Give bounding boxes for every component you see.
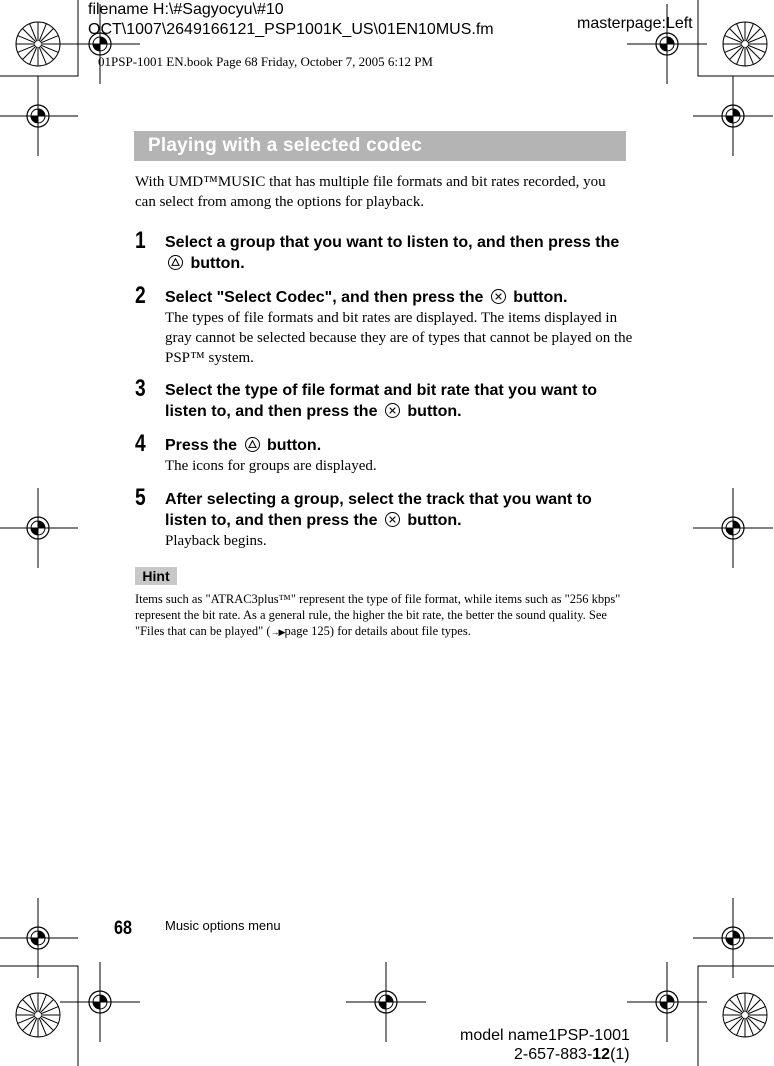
cross-button-icon <box>385 512 400 527</box>
section-title: Playing with a selected codec <box>148 135 423 156</box>
step-body: The icons for groups are displayed. <box>165 458 377 474</box>
step-heading-end: button. <box>407 512 462 529</box>
hint-badge: Hint <box>135 567 177 585</box>
book-info: 01PSP-1001 EN.book Page 68 Friday, October 7, 2005 6:12 PM <box>98 54 433 69</box>
triangle-button-icon <box>245 437 260 452</box>
filename-line-2: OCT\1007\2649166121_PSP1001K_US\01EN10MUS.fm <box>88 21 494 38</box>
step-heading-text: Select a group that you want to listen to, and then press the <box>165 234 620 251</box>
step-heading <box>165 380 635 422</box>
step-heading <box>165 489 635 531</box>
cross-button-icon <box>385 403 400 418</box>
filename-line-1: filename H:\#Sagyocyu\#10 <box>88 1 284 18</box>
model-code-prefix: 2-657-883- <box>514 1046 593 1063</box>
model-name: model name1PSP-1001 <box>460 1027 630 1044</box>
step-heading-end: button. <box>407 403 462 420</box>
model-code-suffix: (1) <box>610 1046 630 1063</box>
hint-text <box>135 591 627 640</box>
step-number: 3 <box>135 375 146 402</box>
step-heading-end: button. <box>266 437 322 454</box>
model-code-bold: 12 <box>592 1046 611 1063</box>
masterpage-label: masterpage:Left <box>577 15 693 32</box>
step-heading-end: button. <box>513 289 568 306</box>
step-heading-text: After selecting a group, select the track that you want to listen to, and then press the <box>165 491 592 529</box>
step-heading <box>165 232 635 274</box>
intro-paragraph: With UMD™MUSIC that has multiple file formats and bit rates recorded, you can select from among the options for playback. <box>135 174 606 210</box>
step-heading-text: Press the <box>165 437 238 454</box>
model-code <box>514 1046 630 1064</box>
step-heading <box>165 435 635 456</box>
step-number: 4 <box>135 430 146 457</box>
step-heading-end: button. <box>190 255 245 272</box>
step-body: Playback begins. <box>165 533 267 549</box>
step-heading-text: Select the type of file format and bit rate that you want to listen to, and then press the <box>165 382 598 420</box>
step-number: 1 <box>135 227 146 254</box>
cross-button-icon <box>491 289 506 304</box>
page-number: 68 <box>114 918 132 939</box>
hint-text-start: Items such as "ATRAC3plus™" represent the type of file format, while items such as "256 kbps" represent the bit rate. As a general rule, the higher the bit rate, the better the sound quality. See "Files that can be played" ( <box>135 592 621 638</box>
step-body: The types of file formats and bit rates are displayed. The items displayed in gray cannot be selected because they are of types that cannot be played on the PSP™ system. <box>165 310 633 366</box>
step-number: 2 <box>135 282 146 309</box>
page-reference-arrow-icon: →▶ <box>270 627 285 637</box>
section-title-bar <box>134 131 626 161</box>
step-heading <box>165 287 635 308</box>
triangle-button-icon <box>168 255 183 270</box>
hint-text-end: page 125) for details about file types. <box>284 624 471 638</box>
step-number: 5 <box>135 484 146 511</box>
step-heading-text: Select "Select Codec", and then press the <box>165 289 484 306</box>
footer-section-name: Music options menu <box>165 918 281 933</box>
